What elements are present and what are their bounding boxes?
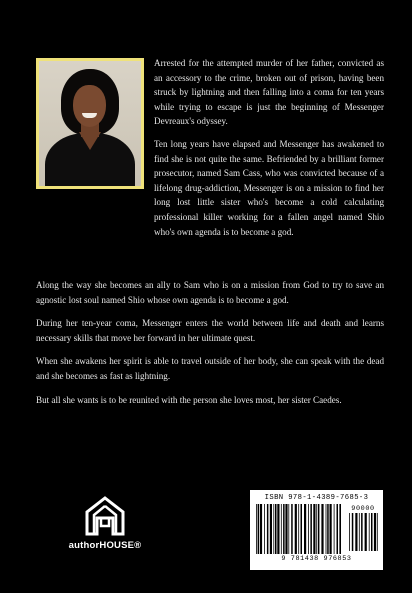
price-code: 90000 xyxy=(351,505,375,513)
synopsis-paragraph-4: During her ten-year coma, Messenger enters the world between life and death and learns necessary skills that move her forward in her ultimate quest. xyxy=(36,318,384,343)
synopsis-full-width xyxy=(36,278,384,416)
ean-barcode-bars xyxy=(255,504,341,554)
publisher-name: authorHOUSE® xyxy=(68,540,142,551)
authorhouse-logo-icon xyxy=(83,496,127,536)
synopsis-paragraph-3: Along the way she becomes an ally to Sam who is on a mission from God to try to save an agnostic lost soul named Shio whose own agenda is to become a god. xyxy=(36,280,384,305)
price-barcode-bars xyxy=(348,513,378,551)
ean-digits: 9 781438 976853 xyxy=(281,555,352,563)
synopsis-paragraph-2: Ten long years have elapsed and Messenger has awakened to find she is not quite the same. Befriended by a brilliant former prosecutor, named Sam Cass, who was convicted because of a lifelong drug-addiction, Messenger is on a mission to find her long lost little sister who's become a cold calculating professional killer working for a fallen angel named Shio who's own agenda is to become a god. xyxy=(154,138,384,237)
author-photo-frame xyxy=(36,58,144,189)
isbn-barcode xyxy=(250,490,383,570)
synopsis-paragraph-6: But all she wants is to be reunited with the person she loves most, her sister Caedes. xyxy=(36,394,342,405)
publisher-logo xyxy=(60,496,150,551)
synopsis-top xyxy=(154,56,384,247)
synopsis-paragraph-5: When she awakens her spirit is able to travel outside of her body, she can speak with the dead and she becomes as fast as lightning. xyxy=(36,356,384,381)
isbn-label: ISBN 978-1-4389-7685-3 xyxy=(264,494,369,502)
synopsis-paragraph-1: Arrested for the attempted murder of her father, convicted as an accessory to the crime, broken out of prison, having been struck by lightning and then falling into a coma for ten years while trying to escape is just the beginning of Messenger Devreaux's odyssey. xyxy=(154,58,384,127)
author-photo xyxy=(39,61,141,186)
